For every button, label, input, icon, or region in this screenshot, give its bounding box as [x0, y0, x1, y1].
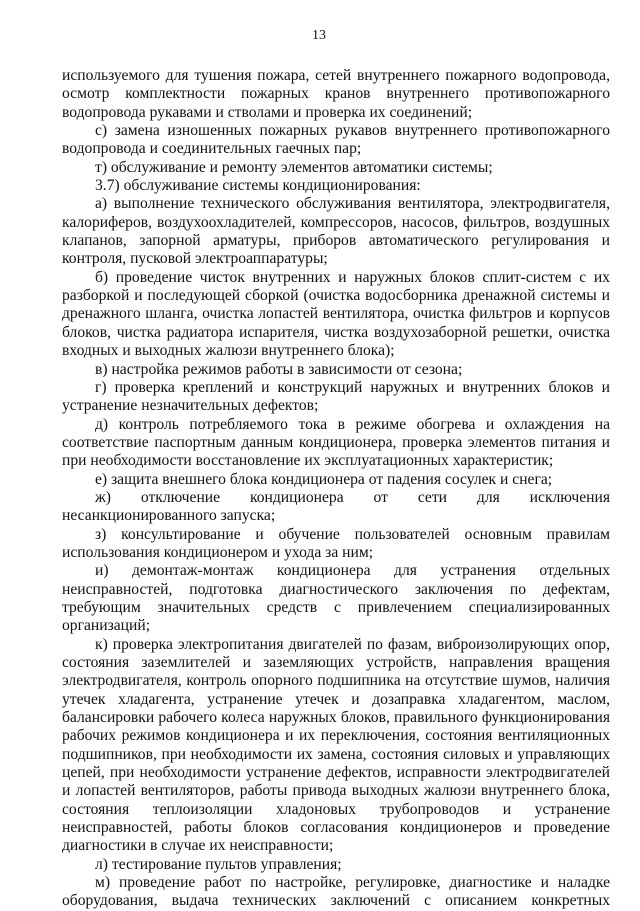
paragraph-item-z: з) консультирование и обучение пользователей основным правилам использования кондиционером и ухода за ним; — [62, 525, 610, 561]
paragraph-item-g: г) проверка креплений и конструкций наружных и внутренних блоков и устранение незначительных дефектов; — [62, 378, 610, 415]
page-number: 13 — [312, 28, 326, 43]
paragraph-item-a: а) выполнение технического обслуживания вентилятора, электродвигателя, калориферов, воздухоохладителей, компрессоров, насосов, фильтров, воздушных клапанов, запорной арматуры, приборов автоматического регулирования и контроля, пусковой электроаппаратуры; — [62, 195, 610, 268]
paragraph-item-e: е) защита внешнего блока кондиционера от падения сосулек и снега; — [95, 470, 553, 488]
paragraph-item-zh: ж) отключение кондиционера от сети для исключения несанкционированного запуска; — [62, 488, 610, 525]
paragraph-item-m: м) проведение работ по настройке, регулировке, диагностике и наладке оборудования, выдача технических заключений с описанием конкретных — [62, 874, 610, 910]
paragraph-item-b: б) проведение чисток внутренних и наружных блоков сплит-систем с их разборкой и последующей сборкой (очистка водосборника дренажной системы и дренажного шланга, очистка лопастей вентилятора, очистка фильтров и корпусов блоков, чистка радиатора испарителя, чистка воздухозаборной решетки, очистка входных и выходных жалюзи внутреннего блока); — [62, 268, 610, 360]
paragraph-item-s: с) замена изношенных пожарных рукавов внутреннего противопожарного водопровода и соединительных гаечных пар; — [62, 122, 610, 158]
paragraph-item-t: т) обслуживание и ремонту элементов автоматики системы; — [95, 158, 493, 176]
paragraph-item-d: д) контроль потребляемого тока в режиме обогрева и охлаждения на соответствие паспортным данным кондиционера, проверка элементов питания и при необходимости восстановление их эксплуатационных характеристик; — [62, 415, 610, 470]
document-body — [62, 67, 610, 911]
paragraph-item-k: к) проверка электропитания двигателей по фазам, виброизолирующих опор, состояния заземлителей и заземляющих устройств, направления вращения электродвигателя, контроль опорного подшипника на отсутствие шумов, наличия утечек хладагента, устранение утечек и дозаправка хладагентом, маслом, балансировки рабочего колеса наружных блоков, правильного функционирования рабочих режимов кондиционера и их переключения, состояния вентиляционных подшипников, при необходимости их замена, состояния силовых и управляющих цепей, при необходимости устранение дефектов, исправности электродвигателей и лопастей вентиляторов, работы привода выходных жалюзи внутреннего блока, состояния теплоизоляции хладоновых трубопроводов и устранение неисправностей, работы блоков согласования кондиционеров и проведение диагностики в случае их неисправности; — [62, 635, 610, 855]
paragraph-continuation: используемого для тушения пожара, сетей внутреннего пожарного водопровода, осмотр комплектности пожарных кранов внутреннего противопожарного водопровода рукавами и стволами и проверка их соединений; — [62, 67, 610, 121]
section-heading-3-7: 3.7) обслуживание системы кондиционирования: — [95, 177, 421, 195]
paragraph-item-i: и) демонтаж-монтаж кондиционера для устранения отдельных неисправностей, подготовка диагностического заключения по дефектам, требующим значительных средств с привлечением специализированных организаций; — [62, 562, 610, 635]
paragraph-item-v: в) настройка режимов работы в зависимости от сезона; — [95, 360, 463, 378]
paragraph-item-l: л) тестирование пультов управления; — [95, 855, 342, 873]
